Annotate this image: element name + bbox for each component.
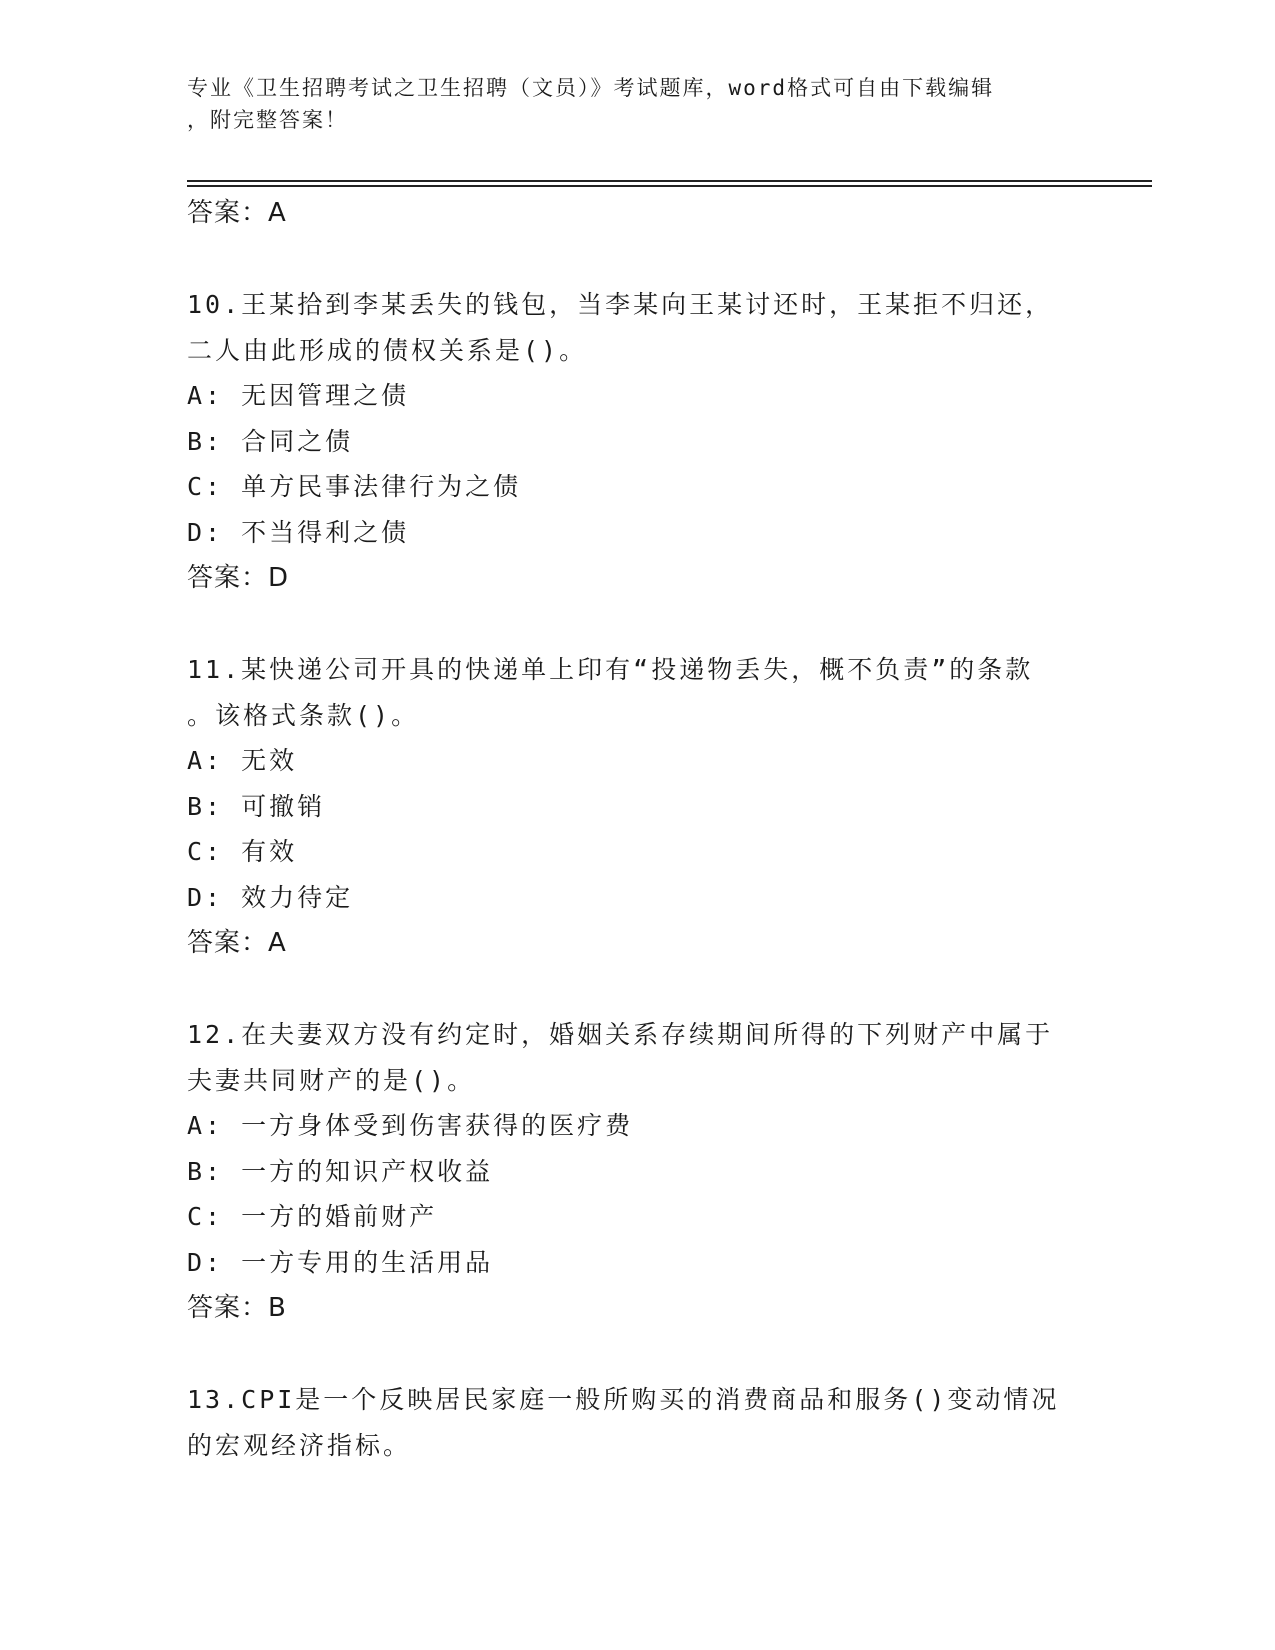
answer: 答案：B [187, 1293, 287, 1323]
option-d: D: 一方专用的生活用品 [187, 1247, 494, 1277]
option-c: C: 单方民事法律行为之债 [187, 472, 522, 501]
question-text-line-1: 12.在夫妻双方没有约定时，婚姻关系存续期间所得的下列财产中属于 [187, 1020, 1054, 1049]
question-12 [187, 1012, 1087, 1331]
option-c: C: 一方的婚前财产 [187, 1202, 438, 1231]
question-text [187, 1377, 1087, 1468]
question-list [187, 190, 1087, 1468]
question-text [187, 1012, 1087, 1103]
question-text-line-2: 夫妻共同财产的是()。 [187, 1065, 476, 1095]
question-text-line-2: 二人由此形成的债权关系是()。 [187, 335, 588, 365]
question-11 [187, 647, 1087, 966]
option-a: A: 无效 [187, 746, 298, 775]
option-b: B: 合同之债 [187, 426, 354, 456]
question-text-line-1: 13.CPI是一个反映居民家庭一般所购买的消费商品和服务()变动情况 [187, 1385, 1060, 1414]
question-10 [187, 282, 1087, 601]
header-line-1: 专业《卫生招聘考试之卫生招聘（文员）》考试题库，word格式可自由下载编辑 [187, 76, 995, 100]
option-b: B: 可撤销 [187, 791, 326, 821]
question-13 [187, 1377, 1087, 1468]
question-text-line-1: 11.某快递公司开具的快递单上印有“投递物丢失，概不负责”的条款 [187, 655, 1034, 684]
answer: 答案：D [187, 563, 290, 593]
question-text [187, 647, 1087, 738]
question-text [187, 282, 1087, 373]
previous-answer: 答案：A [187, 198, 287, 228]
option-a: A: 无因管理之债 [187, 381, 410, 410]
header-line-2: ，附完整答案！ [187, 108, 348, 132]
question-text-line-1: 10.王某拾到李某丢失的钱包，当李某向王某讨还时，王某拒不归还， [187, 290, 1054, 319]
header-rule-bottom [187, 185, 1152, 187]
option-c: C: 有效 [187, 837, 298, 866]
question-text-line-2: 的宏观经济指标。 [187, 1430, 412, 1460]
option-b: B: 一方的知识产权收益 [187, 1156, 494, 1186]
header-rule-top [187, 180, 1152, 182]
option-d: D: 效力待定 [187, 882, 354, 912]
question-text-line-2: 。该格式条款()。 [187, 700, 420, 730]
document-header [187, 72, 1067, 136]
answer: 答案：A [187, 928, 287, 958]
option-d: D: 不当得利之债 [187, 517, 410, 547]
option-a: A: 一方身体受到伤害获得的医疗费 [187, 1111, 634, 1140]
